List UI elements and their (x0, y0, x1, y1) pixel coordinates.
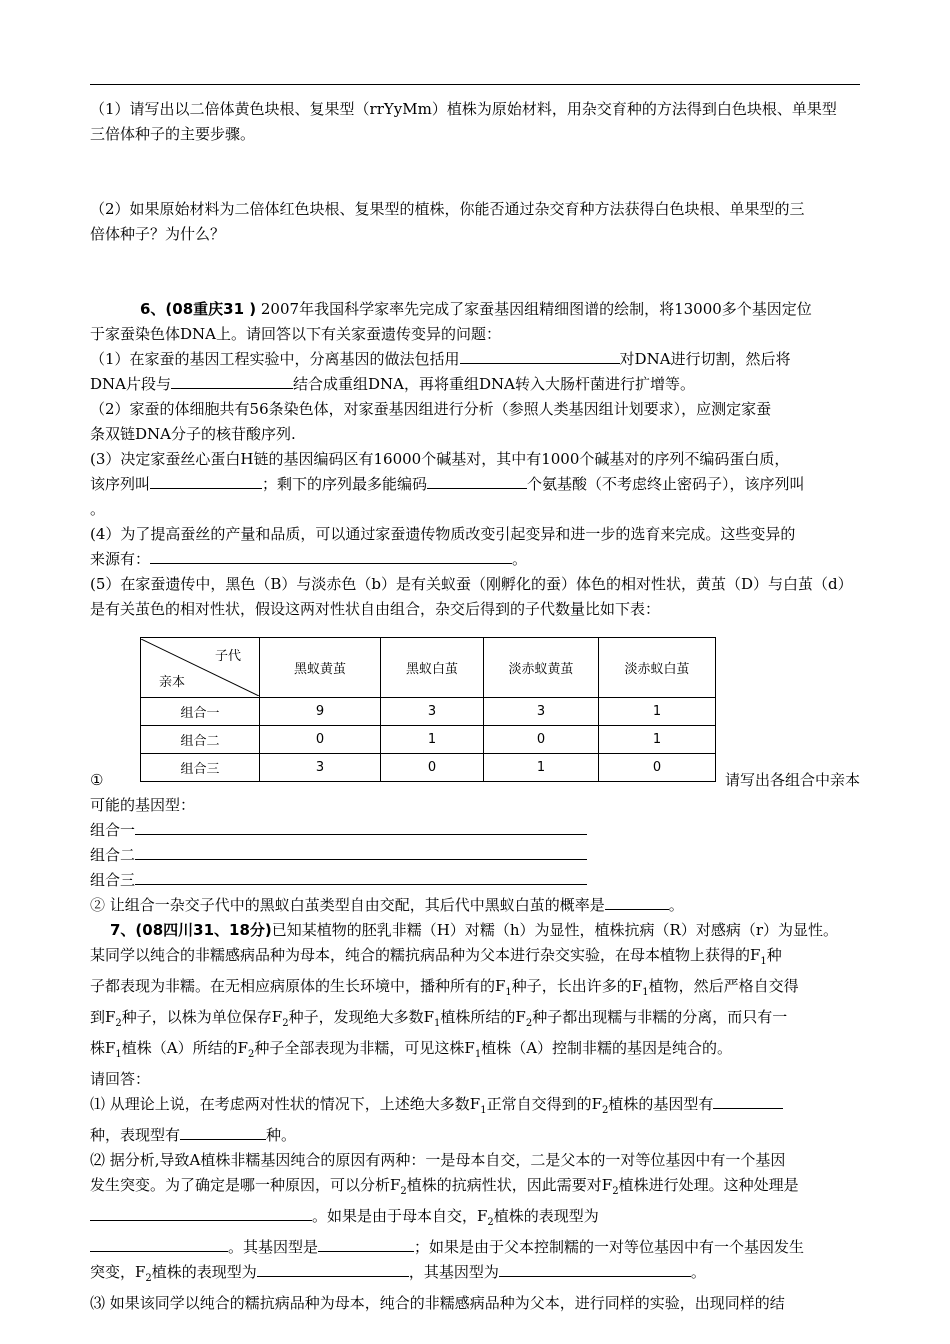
question-7-number: 7、(08四川31、18分) (110, 921, 272, 939)
answer-blank[interactable] (180, 1124, 266, 1140)
table-row: 组合二 0 1 0 1 (141, 726, 716, 754)
answer-blank[interactable] (427, 473, 527, 489)
answer-blank[interactable] (499, 1261, 691, 1277)
answer-blank[interactable] (318, 1236, 414, 1252)
offspring-ratio-table (140, 637, 716, 782)
table-header-cell: 黑蚁白茧 (381, 638, 484, 698)
table-row: 组合一 9 3 3 1 (141, 698, 716, 726)
answer-blank[interactable] (135, 869, 587, 885)
question-6-part-5-answers: ① 请写出各组合中亲本 可能的基因型： 组合一 组合二 组合三 ② 让组合一杂交子代中的黑蚁白茧类型自由交配，其后代中黑蚁白茧的概率是 。 (90, 771, 860, 914)
table-header-cell: 淡赤蚁白茧 (599, 638, 716, 698)
answer-blank[interactable] (150, 548, 512, 564)
table-row: 组合三 3 0 1 0 (141, 754, 716, 782)
answer-blank[interactable] (135, 819, 587, 835)
answer-blank[interactable] (605, 894, 669, 910)
answer-blank[interactable] (90, 1205, 312, 1221)
table-header-cell: 黑蚁黄茧 (260, 638, 381, 698)
part5-question-2: （2）如果原始材料为二倍体红色块根、复果型的植株，你能否通过杂交育种方法获得白色块根、单果型的三 倍体种子？为什么？ (90, 200, 805, 243)
header-rule (90, 84, 860, 85)
answer-blank[interactable] (257, 1261, 409, 1277)
answer-blank[interactable] (90, 1236, 228, 1252)
answer-blank[interactable] (171, 373, 293, 389)
answer-blank[interactable] (135, 844, 587, 860)
table-corner-cell: 子代 亲本 (141, 638, 260, 698)
table-header-cell: 淡赤蚁黄茧 (484, 638, 599, 698)
answer-blank[interactable] (460, 348, 620, 364)
question-7: 7、(08四川31、18分)已知某植物的胚乳非糯（H）对糯（h）为显性，植株抗病（R）对感病（r）为显性。 某同学以纯合的非糯感病品种为母本，纯合的糯抗病品种为父本进行杂交实验，在母本植物上获得的$F_1$种 子都表现为非糯。在无相应病原体的生长环境中，播种所有的$F_1$种子，长出许多的$F_1$植物，然后严格自交得 到$F_2$种子，以株为单位保存$F_2$种子，发现绝大多数$F_1$植株所结的$F_2$种子都出现糯与非糯的分离，而只有一 株$F_1$植株（A）所结的$F_2$种子全部表现为非糯，可见这株$F_1$植株（A）控制非糯的基因是纯合的。 请回答： ⑴ 从理论上说，在考虑两对性状的情况下，上述绝大多数$F_1$正常自交得到的$F_2$植株的基因型有 种，表现型有 种。 ⑵ 据分析,导致A植株非糯基因纯合的原因有两种：一是母本自交，二是父本的一对等位基因中有一个基因 发生突变。为了确定是哪一种原因，可以分析$F_2$植株的抗病性状，因此需要对$F_2$植株进行处理。这种处理是 。如果是由于母本自交，$F_2$植株的表现型为 。其基因型是 ；如果是由于父本控制糯的一对等位基因中有一个基因发生 突变，$F_2$植株的表现型为 ，其基因型为 。 ⑶ 如果该同学以纯合的糯抗病品种为母本，纯合的非糯感病品种为父本，进行同样的实验，出现同样的结 (90, 921, 838, 1312)
question-6: 6、(08重庆31 ) 2007年我国科学家率先完成了家蚕基因组精细图谱的绘制，将13000多个基因定位 于家蚕染色体DNA上。请回答以下有关家蚕遗传变异的问题： （1）在家蚕的基因工程实验中，分离基因的做法包括用 对DNA进行切割，然后将 DNA片段与 结合成重组DNA，再将重组DNA转入大肠杆菌进行扩增等。 （2）家蚕的体细胞共有56条染色体，对家蚕基因组进行分析（参照人类基因组计划要求），应测定家蚕 条双链DNA分子的核苷酸序列. (3）决定家蚕丝心蛋白H链的基因编码区有16000个碱基对，其中有1000个碱基对的序列不编码蛋白质， 该序列叫 ；剩下的序列最多能编码 个氨基酸（不考虑终止密码子），该序列叫 。 (4）为了提高蚕丝的产量和品质，可以通过家蚕遗传物质改变引起变异和进一步的选育来完成。这些变异的 来源有： 。 (5）在家蚕遗传中，黑色（B）与淡赤色（b）是有关蚁蚕（刚孵化的蚕）体色的相对性状，黄茧（D）与白茧（d） 是有关茧色的相对性状，假设这两对性状自由组合，杂交后得到的子代数量比如下表： (90, 300, 853, 618)
answer-blank[interactable] (713, 1093, 783, 1109)
answer-blank[interactable] (150, 473, 262, 489)
part5-question-1: （1）请写出以二倍体黄色块根、复果型（rrYyMm）植株为原始材料，用杂交育种的方法得到白色块根、单果型 三倍体种子的主要步骤。 (90, 100, 837, 143)
question-6-number: 6、(08重庆31 ) (140, 300, 257, 318)
